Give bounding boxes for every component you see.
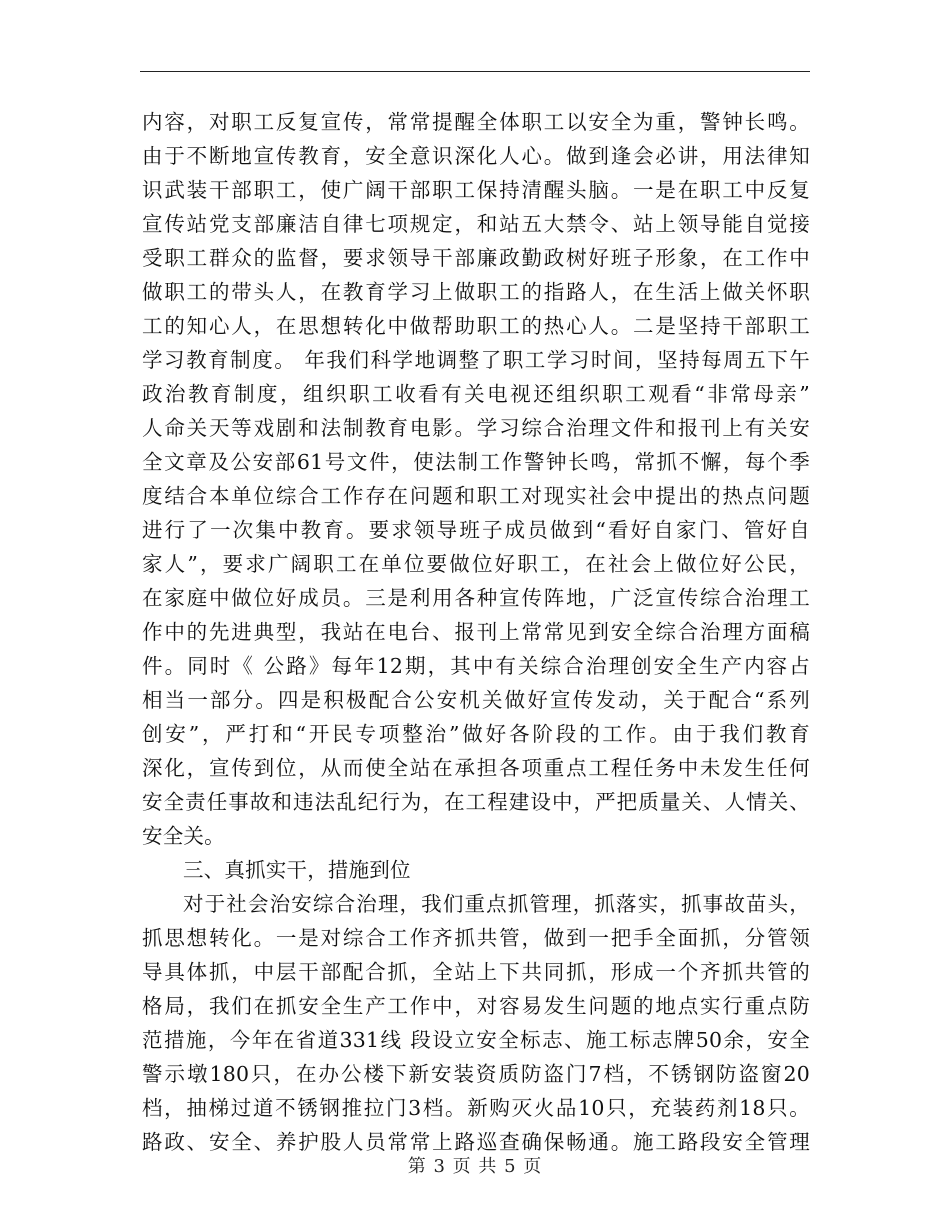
text-line: 相当一部分。四是积极配合公安机关做好宣传发动，关于配合“系列 <box>142 688 810 712</box>
document-body <box>142 105 810 1159</box>
text-line: 全文章及公安部61号文件，使法制工作警钟长鸣，常抓不懈，每个季 <box>142 450 810 474</box>
text-line: 度结合本单位综合工作存在问题和职工对现实社会中提出的热点问题 <box>142 484 810 508</box>
text-line: 宣传站党支部廉洁自律七项规定，和站五大禁令、站上领导能自觉接 <box>142 212 810 236</box>
header-rule <box>140 71 810 72</box>
text-line: 安全责任事故和违法乱纪行为，在工程建设中，严把质量关、人情关、 <box>142 790 810 814</box>
text-line: 由于不断地宣传教育，安全意识深化人心。做到逢会必讲，用法律知 <box>142 144 810 168</box>
text-line: 工的知心人，在思想转化中做帮助职工的热心人。二是坚持干部职工 <box>142 314 810 338</box>
text-line: 警示墩180只，在办公楼下新安装资质防盗门7档，不锈钢防盗窗20 <box>142 1062 810 1086</box>
section-heading: 三、真抓实干，措施到位 <box>183 858 411 882</box>
text-line: 受职工群众的监督，要求领导干部廉政勤政树好班子形象，在工作中 <box>142 246 810 270</box>
text-line: 对于社会治安综合治理，我们重点抓管理，抓落实，抓事故苗头， <box>183 892 810 916</box>
text-line: 抓思想转化。一是对综合工作齐抓共管，做到一把手全面抓，分管领 <box>142 926 810 950</box>
text-line: 安全关。 <box>142 824 225 848</box>
text-line: 档，抽梯过道不锈钢推拉门3档。新购灭火品10只，充装药剂18只。 <box>142 1096 810 1120</box>
text-line: 导具体抓，中层干部配合抓，全站上下共同抓，形成一个齐抓共管的 <box>142 960 810 984</box>
text-line: 深化，宣传到位，从而使全站在承担各项重点工程任务中未发生任何 <box>142 756 810 780</box>
text-line: 进行了一次集中教育。要求领导班子成员做到“看好自家门、管好自 <box>142 518 810 542</box>
text-line: 路政、安全、养护股人员常常上路巡查确保畅通。施工路段安全管理 <box>142 1130 810 1154</box>
text-line: 做职工的带头人，在教育学习上做职工的指路人，在生活上做关怀职 <box>142 280 810 304</box>
text-line: 格局，我们在抓安全生产工作中，对容易发生问题的地点实行重点防 <box>142 994 810 1018</box>
text-line: 创安”，严打和“开民专项整治”做好各阶段的工作。由于我们教育 <box>142 722 810 746</box>
text-line: 件。同时《 公路》每年12期，其中有关综合治理创安全生产内容占 <box>142 654 810 678</box>
text-line: 范措施，今年在省道331线 段设立安全标志、施工标志牌50余，安全 <box>142 1028 810 1052</box>
text-line: 识武装干部职工，使广阔干部职工保持清醒头脑。一是在职工中反复 <box>142 178 810 202</box>
text-line: 人命关天等戏剧和法制教育电影。学习综合治理文件和报刊上有关安 <box>142 416 810 440</box>
text-line: 在家庭中做位好成员。三是利用各种宣传阵地，广泛宣传综合治理工 <box>142 586 810 610</box>
text-line: 内容，对职工反复宣传，常常提醒全体职工以安全为重，警钟长鸣。 <box>142 110 810 134</box>
text-line: 政治教育制度，组织职工收看有关电视还组织职工观看“非常母亲” <box>142 382 810 406</box>
text-line: 家人”，要求广阔职工在单位要做位好职工，在社会上做位好公民， <box>142 552 810 576</box>
text-line: 学习教育制度。 年我们科学地调整了职工学习时间，坚持每周五下午 <box>142 348 810 372</box>
text-line: 作中的先进典型，我站在电台、报刊上常常见到安全综合治理方面稿 <box>142 620 810 644</box>
page-number: 第 3 页 共 5 页 <box>407 1156 543 1177</box>
